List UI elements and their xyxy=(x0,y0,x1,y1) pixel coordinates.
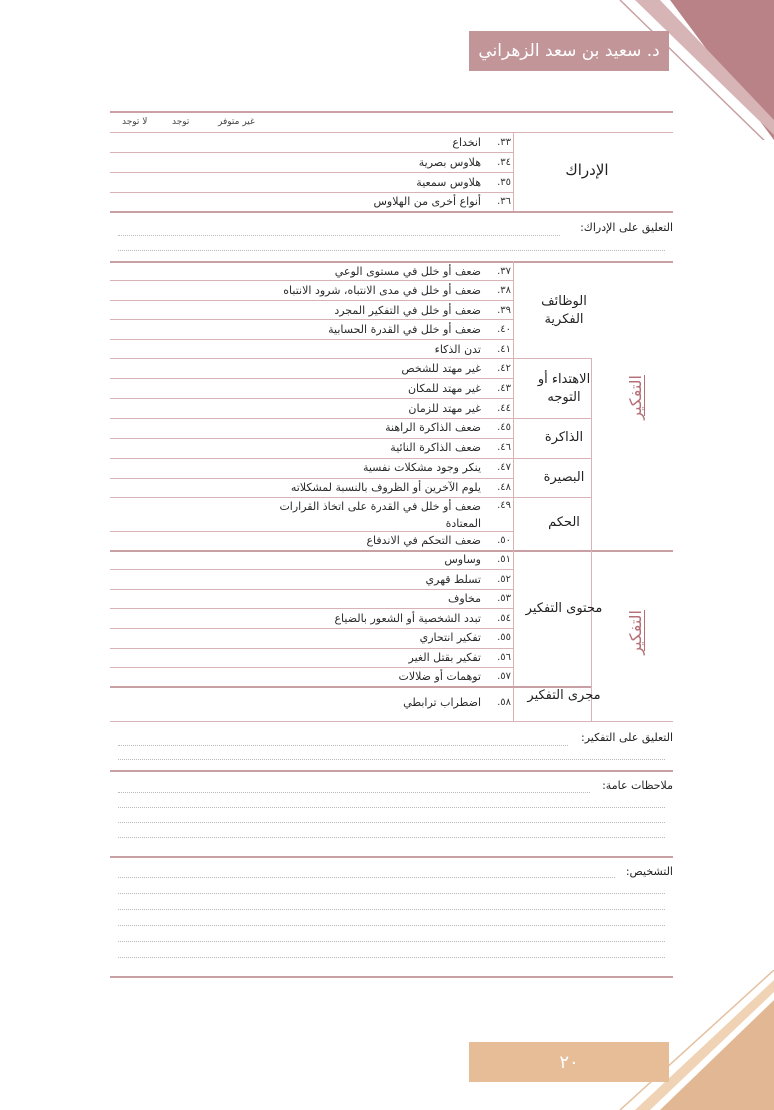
list-item: ٤٦. ضعف الذاكرة النائية xyxy=(390,441,511,454)
list-item: ٥٨. اضطراب ترابطي xyxy=(403,696,511,709)
list-item: ٣٦. أنواع أخرى من الهلاوس xyxy=(373,195,511,208)
list-item: ٣٤. هلاوس بصرية xyxy=(418,156,511,169)
notes-line xyxy=(118,822,665,823)
category-intellectual-functions: الوظائف الفكرية xyxy=(541,294,587,327)
section-title-cognition: التفكير xyxy=(626,375,645,420)
list-item: ٥٣. مخاوف xyxy=(447,592,511,605)
list-item: ٥٤. تبدد الشخصية أو الشعور بالضياع xyxy=(334,612,511,625)
comment-line xyxy=(118,235,560,236)
page-number: ٢٠ xyxy=(469,1042,669,1082)
section-title-thinking: التفكير xyxy=(626,610,645,655)
list-item: ٤٢. غير مهتد للشخص xyxy=(401,362,511,375)
list-item: ٤٠. ضعف أو خلل في القدرة الحسابية xyxy=(328,323,511,336)
list-item: ٣٥. هلاوس سمعية xyxy=(416,176,511,189)
legend-present: توجد xyxy=(172,117,190,127)
group-divider xyxy=(110,686,591,688)
author-header: د. سعيد بن سعد الزهراني xyxy=(469,31,669,71)
legend-absent: لا توجد xyxy=(122,117,148,127)
category-orientation: الاهتداء أو التوجه xyxy=(537,372,591,405)
list-item: ٥٦. تفكير بقتل الغير xyxy=(408,651,511,664)
list-item: ٤٧. ينكر وجود مشكلات نفسية xyxy=(362,461,511,474)
evaluation-form xyxy=(110,111,673,978)
list-item: ٥١. وساوس xyxy=(444,553,511,566)
comment-line xyxy=(118,745,568,746)
diagnosis-line xyxy=(118,925,665,926)
category-divider xyxy=(513,261,514,550)
list-item: ٥٧. توهمات أو ضلالات xyxy=(398,670,511,683)
comment-line xyxy=(118,759,665,760)
list-item: ٤٥. ضعف الذاكرة الراهنة xyxy=(385,421,511,434)
category-thought-content: محتوى التفكير xyxy=(525,601,603,616)
rating-legend xyxy=(110,113,673,132)
section-divider xyxy=(110,770,673,772)
category-divider xyxy=(513,132,514,211)
list-item: ٣٨. ضعف أو خلل في مدى الانتباه، شرود الانتباه xyxy=(283,284,511,297)
notes-line xyxy=(118,792,590,793)
category-divider xyxy=(513,550,514,721)
list-item: ٤٩. ضعف أو خلل في القدرة على اتخاذ القرارات المعتادة xyxy=(279,500,511,530)
diagnosis-line xyxy=(118,909,665,910)
comment-line xyxy=(118,250,665,251)
diagnosis-line xyxy=(118,877,615,878)
list-item: ٣٧. ضعف أو خلل في مستوى الوعي xyxy=(334,265,511,278)
category-memory: الذاكرة xyxy=(544,430,584,445)
category-thought-process: مجرى التفكير xyxy=(527,688,601,703)
list-item: ٤٣. غير مهتد للمكان xyxy=(407,382,511,395)
list-item: ٤٤. غير مهتد للزمان xyxy=(408,402,511,415)
list-item: ٣٣. انخداع xyxy=(452,136,511,149)
list-item: ٥٠. ضعف التحكم في الاندفاع xyxy=(366,534,511,547)
thinking-comment-label: التعليق على التفكير: xyxy=(581,731,673,744)
diagnosis-line xyxy=(118,941,665,942)
list-item: ٤٨. يلوم الآخرين أو الظروف بالنسبة لمشكلاته xyxy=(290,481,511,494)
category-perception: الإدراك xyxy=(565,161,609,179)
corner-decoration-bottom xyxy=(560,970,774,1110)
diagnosis-line xyxy=(118,957,665,958)
legend-not-available: غير متوفر xyxy=(218,117,255,127)
category-insight: البصيرة xyxy=(543,470,585,485)
list-item: ٥٢. تسلط قهري xyxy=(425,573,511,586)
category-judgment: الحكم xyxy=(548,515,580,530)
section-divider xyxy=(110,856,673,858)
list-item: ٣٩. ضعف أو خلل في التفكير المجرد xyxy=(334,304,511,317)
general-notes-label: ملاحظات عامة: xyxy=(602,779,673,792)
perception-comment-label: التعليق على الإدراك: xyxy=(580,221,673,234)
list-item: ٤١. تدن الذكاء xyxy=(434,343,511,356)
section-divider xyxy=(110,721,673,722)
section-divider xyxy=(110,211,673,213)
diagnosis-line xyxy=(118,893,665,894)
list-item: ٥٥. تفكير انتحاري xyxy=(419,631,511,644)
notes-line xyxy=(118,837,665,838)
notes-line xyxy=(118,807,665,808)
diagnosis-label: التشخيص: xyxy=(625,865,673,878)
